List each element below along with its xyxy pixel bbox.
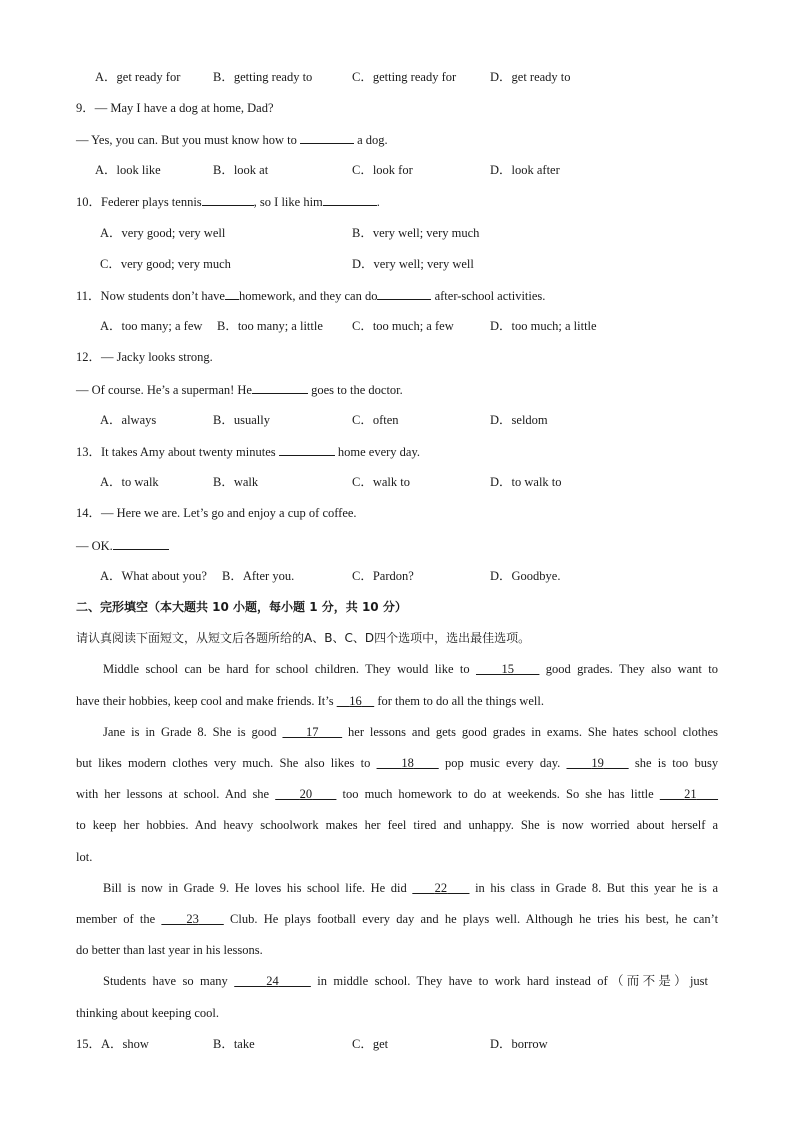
q11-option-a: A．too many; a few bbox=[100, 319, 203, 333]
blank-15-number: 15 bbox=[501, 662, 514, 676]
q10-stem-text-a: 10．Federer plays tennis bbox=[76, 195, 202, 209]
q10-answer-blank-1 bbox=[202, 193, 254, 206]
passage-p2-line3 bbox=[76, 786, 718, 802]
passage-text: Students have so many bbox=[103, 974, 228, 988]
passage-text: pop music every day. bbox=[444, 756, 561, 770]
q12-reply-text-b: goes to the doctor. bbox=[311, 383, 403, 397]
q15-option-a: 15．A．show bbox=[76, 1037, 149, 1051]
section-heading: 二、完形填空（本大题共 10 小题，每小题 1 分，共 10 分） bbox=[76, 600, 407, 614]
blank-16 bbox=[337, 694, 375, 708]
q11-option-d: D．too much; a little bbox=[490, 319, 597, 333]
passage-text: in middle school. They have to work hard instead of（而不是）just bbox=[317, 974, 709, 988]
passage-p2-line1 bbox=[103, 724, 718, 740]
q11-stem-text-c: after-school activities. bbox=[434, 289, 546, 303]
blank-22 bbox=[412, 881, 469, 895]
q8-option-c: C．getting ready for bbox=[352, 70, 457, 84]
q9-option-b: B．look at bbox=[213, 163, 269, 177]
q8-option-b: B．getting ready to bbox=[213, 70, 313, 84]
q11-option-c: C．too much; a few bbox=[352, 319, 454, 333]
q8-option-d: D．get ready to bbox=[490, 70, 571, 84]
q8-option-a: A．get ready for bbox=[95, 70, 181, 84]
q13-option-b: B．walk bbox=[213, 475, 259, 489]
q10-stem-text-c: . bbox=[376, 195, 380, 209]
q10-stem-text-b: , so I like him bbox=[253, 195, 323, 209]
blank-23 bbox=[161, 912, 223, 926]
passage-text: she is too busy bbox=[634, 756, 719, 770]
passage-text: for them to do all the things well. bbox=[377, 694, 544, 708]
passage-text: Club. He plays football every day and he plays well. Although he tries his best, he can’t bbox=[230, 912, 719, 926]
passage-text: Middle school can be hard for school children. They would like to bbox=[103, 662, 470, 676]
section-instruction: 请认真阅读下面短文，从短文后各题所给的A、B、C、D四个选项中，选出最佳选项。 bbox=[76, 631, 531, 645]
q12-option-c: C．often bbox=[352, 413, 399, 427]
passage-p3-line2 bbox=[76, 911, 718, 927]
q12-option-a: A．always bbox=[100, 413, 157, 427]
blank-17 bbox=[282, 725, 342, 739]
q10-answer-blank-2 bbox=[323, 193, 377, 206]
blank-21 bbox=[660, 787, 718, 801]
blank-19 bbox=[567, 756, 629, 770]
q15-option-c: C．get bbox=[352, 1037, 389, 1051]
q10-option-a: A．very good; very well bbox=[100, 226, 226, 240]
q13-answer-blank bbox=[279, 443, 335, 456]
passage-p2-line5: lot. bbox=[76, 850, 93, 864]
q9-option-a: A．look like bbox=[95, 163, 161, 177]
q11-stem bbox=[76, 287, 545, 304]
passage-text: member of the bbox=[76, 912, 156, 926]
q9-answer-blank bbox=[300, 131, 354, 144]
passage-text: good grades. They also want to bbox=[545, 662, 718, 676]
q12-reply-text-a: — Of course. He’s a superman! He bbox=[76, 383, 252, 397]
passage-text: have their hobbies, keep cool and make friends. It’s bbox=[76, 694, 334, 708]
blank-15 bbox=[476, 662, 539, 676]
q9-option-d: D．look after bbox=[490, 163, 560, 177]
q12-option-b: B．usually bbox=[213, 413, 270, 427]
blank-16-number: 16 bbox=[349, 694, 362, 708]
passage-p3-line1 bbox=[103, 880, 718, 896]
q11-option-b: B．too many; a little bbox=[217, 319, 323, 333]
q15-option-d: D．borrow bbox=[490, 1037, 548, 1051]
passage-p1-line2 bbox=[76, 693, 544, 709]
q10-option-b: B．very well; very much bbox=[352, 226, 480, 240]
q13-option-a: A．to walk bbox=[100, 475, 159, 489]
q11-stem-text-a: 11．Now students don’t have bbox=[76, 289, 225, 303]
passage-text: her lessons and gets good grades in exams. She hates school clothes bbox=[348, 725, 719, 739]
passage-p2-line4: to keep her hobbies. And heavy schoolwork makes her feel tired and unhappy. She is now worried about herself a bbox=[76, 818, 718, 832]
q10-stem bbox=[76, 193, 380, 210]
blank-24-number: 24 bbox=[266, 974, 279, 988]
q10-option-c: C．very good; very much bbox=[100, 257, 231, 271]
q9-reply-text-b: a dog. bbox=[357, 133, 388, 147]
q9-reply bbox=[76, 131, 388, 148]
blank-17-number: 17 bbox=[306, 725, 319, 739]
q12-reply bbox=[76, 381, 403, 398]
passage-p4-line1 bbox=[103, 973, 708, 989]
passage-text: in his class in Grade 8. But this year he is a bbox=[475, 881, 719, 895]
q15-option-b: B．take bbox=[213, 1037, 255, 1051]
q14-answer-blank bbox=[113, 537, 169, 550]
blank-23-number: 23 bbox=[186, 912, 199, 926]
q9-option-c: C．look for bbox=[352, 163, 413, 177]
blank-22-number: 22 bbox=[434, 881, 448, 895]
q13-option-d: D．to walk to bbox=[490, 475, 562, 489]
blank-18 bbox=[377, 756, 439, 770]
q11-stem-text-b: homework, and they can do bbox=[238, 289, 378, 303]
q13-option-c: C．walk to bbox=[352, 475, 410, 489]
q9-reply-text-a: — Yes, you can. But you must know how to bbox=[76, 133, 297, 147]
q14-option-d: D．Goodbye. bbox=[490, 569, 561, 583]
passage-text: but likes modern clothes very much. She also likes to bbox=[76, 756, 371, 770]
passage-text: Bill is now in Grade 9. He loves his school life. He did bbox=[103, 881, 407, 895]
q12-option-d: D．seldom bbox=[490, 413, 548, 427]
passage-text: with her lessons at school. And she bbox=[76, 787, 270, 801]
q12-stem: 12．— Jacky looks strong. bbox=[76, 350, 213, 364]
blank-19-number: 19 bbox=[591, 756, 604, 770]
q12-answer-blank bbox=[252, 381, 308, 394]
q11-answer-blank-2 bbox=[377, 287, 431, 300]
q13-stem-text-a: 13．It takes Amy about twenty minutes bbox=[76, 445, 276, 459]
blank-20 bbox=[275, 787, 336, 801]
q14-reply-text: — OK. bbox=[76, 539, 113, 553]
passage-p2-line2 bbox=[76, 755, 718, 771]
passage-text: too much homework to do at weekends. So she has little bbox=[342, 787, 654, 801]
passage-text: Jane is in Grade 8. She is good bbox=[103, 725, 277, 739]
q13-stem-text-b: home every day. bbox=[337, 445, 421, 459]
passage-p3-line3: do better than last year in his lessons. bbox=[76, 943, 263, 957]
q9-stem: 9．— May I have a dog at home, Dad? bbox=[76, 101, 274, 115]
blank-24 bbox=[234, 974, 311, 988]
q14-stem: 14．— Here we are. Let’s go and enjoy a cup of coffee. bbox=[76, 506, 357, 520]
blank-21-number: 21 bbox=[684, 787, 697, 801]
q10-option-d: D．very well; very well bbox=[352, 257, 474, 271]
passage-p1-line1 bbox=[103, 661, 718, 677]
q13-stem bbox=[76, 443, 420, 460]
blank-20-number: 20 bbox=[299, 787, 313, 801]
passage-p4-line2: thinking about keeping cool. bbox=[76, 1006, 220, 1020]
q14-option-b: B．After you. bbox=[222, 569, 295, 583]
q14-reply bbox=[76, 537, 169, 554]
q14-option-a: A．What about you? bbox=[100, 569, 207, 583]
q11-answer-blank-1 bbox=[225, 287, 239, 300]
blank-18-number: 18 bbox=[401, 756, 414, 770]
q14-option-c: C．Pardon? bbox=[352, 569, 414, 583]
